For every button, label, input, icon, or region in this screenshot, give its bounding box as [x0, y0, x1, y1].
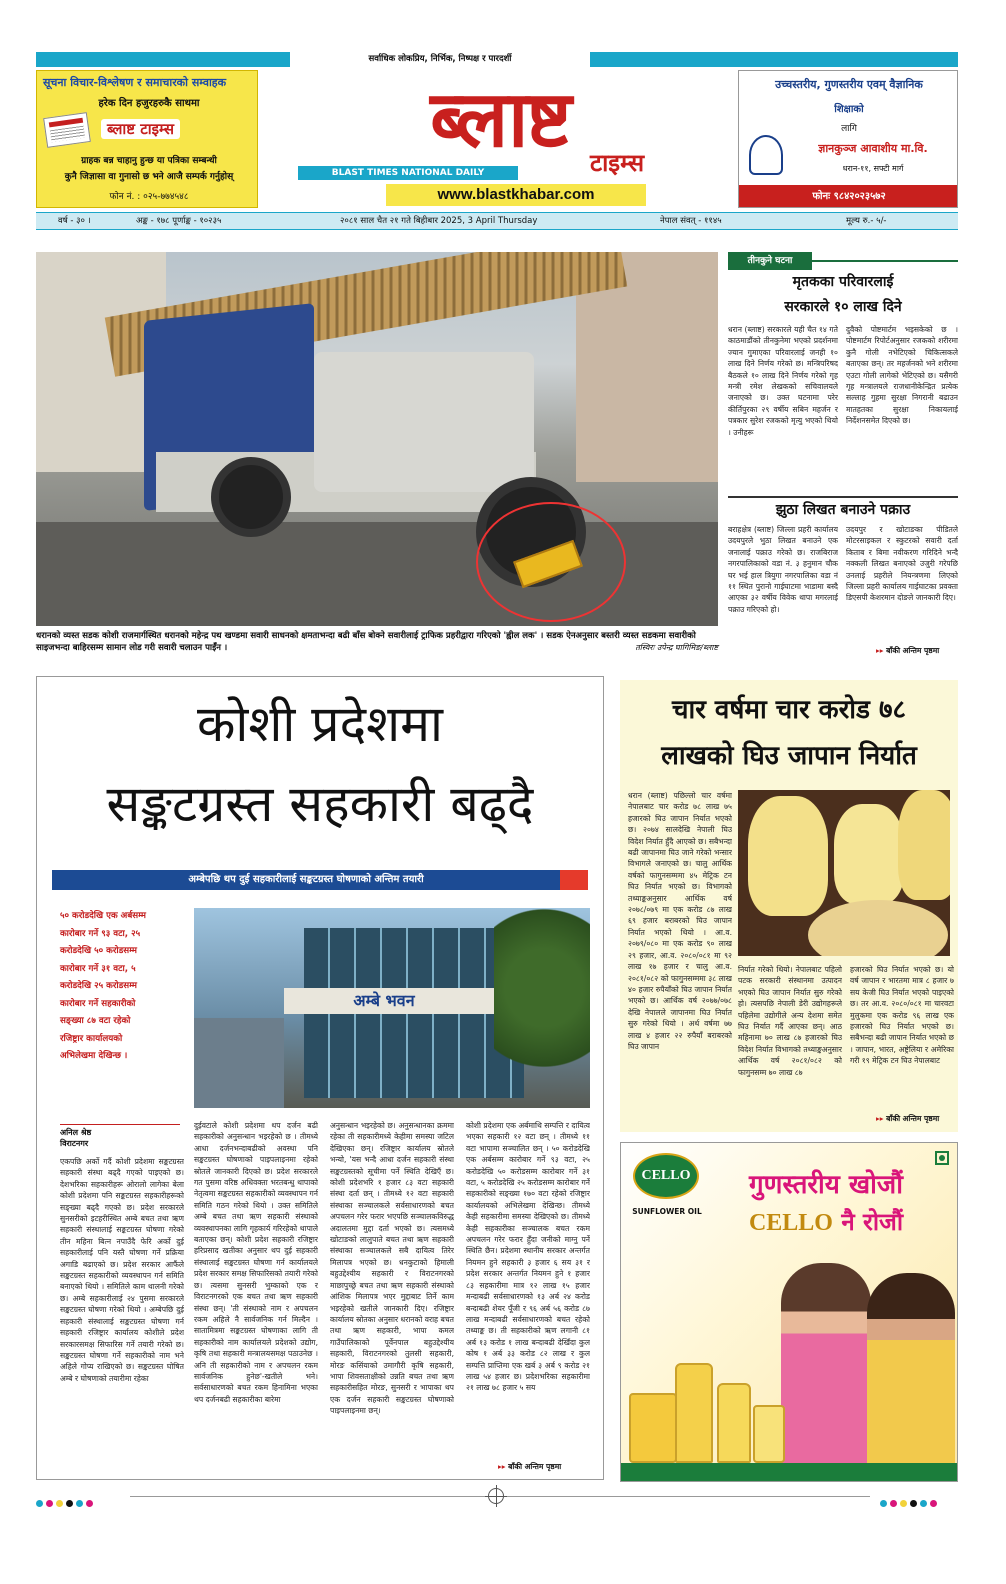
- main-col3: अनुसन्धान भइरहेको छ। अनुसन्धानका क्रममा रहेका ती सहकारीमध्ये केहीमा समस्या जटिल देखिएका छन्। रजिष्ट्रार कार्यालय स्रोतले भन्यो, 'यस भन्दै आधा दर्जन सहकारी संस्था सङ्कटग्रस्तको सूचीमा पर्ने स्थिति देखिएँ छ। कोशी प्रदेशभरि १ हजार ८३ वटा सहकारी संस्था दर्ता छन् । तीमध्ये १२ वटा सहकारी संस्थाका सञ्चालकले सर्वसाधारणको बचत अपचलन गरेर फरार भएपछि सञ्चालकविरुद्ध अदालतमा मुद्दा दर्ता भएको छ। त्यसमध्ये खोटाङको लालुपाते बचत तथा ऋण सहकारी संस्थाका सञ्चालकले सबै दायित्व तिरेर मिलापत्र भएको छ। धनकुटाको हिमाली बहुउद्देश्यीय सहकारी र विराटनगरको माछापुच्छ्रे बचत तथा ऋण सहकारी संस्थाको आंशिक मिलापत्र भएर मुद्दाबाट तिर्ने काम भइरहेको खतीले जानकारी दिए। रजिष्ट्रार कार्यालय स्रोतका अनुसार धरानको वराह बचत तथा ऋण सहकारी, भापा कमल गाउँपालिकाको पूर्वेनपाल बहुउद्देश्यीय सहकारी, विराटनगरको तुलसी सहकारी, मोरङ कसिंयाको उमागौरी कृषि सहकारी, भापा शिवसताक्षीको उन्नति बचत तथा ऋण सहकारीसहित मोरङ, सुनसरी र भापाका थप एक दर्जन सहकारी सङ्कटग्रस्त घोषणाको पाइपलाइनमा छन्।: [330, 1121, 454, 1416]
- ghee-headline-2[interactable]: लाखको घिउ जापान निर्यात: [661, 741, 917, 771]
- ad-model-right: [867, 1273, 955, 1482]
- cello-advertisement[interactable]: [620, 1142, 958, 1482]
- ad-left-brand: ब्लाष्ट टाइम्स: [101, 119, 180, 139]
- subscription-ad: [36, 70, 258, 208]
- story2-continued-label: बाँकी अन्तिम पृष्ठमा: [886, 646, 940, 655]
- masthead-title: ब्लाष्ट: [430, 75, 570, 165]
- story2-continued[interactable]: [876, 646, 939, 656]
- main-headline-1[interactable]: कोशी प्रदेशमा: [196, 695, 444, 753]
- main-col4: कोशी प्रदेशमा एक अर्बमाथि सम्पत्ति र दायित्व भएका सहकारी १२ वटा छन् । तीमध्ये ११ वटा भापामा सञ्चालित छन् । ५० करोडदेखि एक अर्बसम्म कारोबार गर्ने ९३ वटा, २५ करोडदेखि ५० करोडसम्म कारोबार गर्ने ३१ वटा, ५ करोडदेखि २५ करोडसम्म कारोबार गर्ने सहकारीको सङ्ख्या १७० वटा रहेको रजिष्ट्रार कार्यालयको अभिलेखमा देखिन्छ। तीमध्ये केही सहकारीमा समस्या देखिएको छ। तीमध्ये केही सहकारीका सञ्चालक बचत रकम अपचलन गरेर फरार हुँदा जनीको माग्नु पर्ने स्थिति छैन। प्रदेशमा स्थानीय सरकार अन्तर्गत नियमन हुने सहकारी ३ हजार ६ सय ३१ र प्रदेश सरकार अन्तर्गत नियमन हुने १ हजार ८३ सहकारीमा मात्र १२ लाख १५ हजार मन्दाबढी सर्वसाधारणको १३ अर्ब २४ करोड बन्दाबढी शेयर पूँजी र ९६ अर्ब ५६ करोड ८७ लाख मन्दाबढी सर्वसाधारणको बचत रहेको तथ्याङ्क छ। ती सहकारीको ऋण लगानी ८१ अर्ब १३ करोड १ लाख बन्दाबढी देखिँदा कुल कोष १ अर्ब ३३ करोड ८२ लाख र कुल सम्पत्ति प्राप्तिमा एक खर्ब ३ अर्ब ९ करोड २१ लाख ५४ हजार छ। प्रदेशभरिका सहकारीमा २१ लाख ७८ हजार ५ सय: [466, 1121, 590, 1393]
- issue-info-strip: [36, 212, 958, 230]
- main-subheadline: अम्बेपछि थप दुई सहकारीलाई सङ्कटग्रस्त घोषणाको अन्तिम तयारी: [52, 870, 588, 890]
- story1-headline-b[interactable]: सरकारले १० लाख दिने: [784, 299, 902, 315]
- cello-headline-2: [701, 1205, 951, 1238]
- cello-headline-rest: नै रोजौं: [832, 1208, 904, 1236]
- school-phone: फोनः ९८४२०२३५७२: [739, 185, 958, 208]
- oil-pouch: [753, 1405, 785, 1463]
- masthead-title-sub: टाइम्स: [590, 149, 645, 177]
- story-kicker: तीनकुने घटना: [728, 252, 812, 270]
- cello-headline-brand: CELLO: [748, 1210, 833, 1236]
- school-ad-line1: उच्चस्तरीय, गुणस्तरीय एवम् वैज्ञानिक: [775, 78, 923, 91]
- school-ad-line2: शिक्षाको: [834, 104, 864, 115]
- highlight-line: कारोबार गर्ने ३१ वटा, ५: [60, 963, 136, 974]
- highlight-line: ५० करोडदेखि एक अर्बसम्म: [60, 911, 146, 921]
- story2-col1: बराहक्षेत्र (ब्लाष्ट) जिल्ला प्रहरी कार्यालय उदयपुरले भुठा लिखत बनाउने एक जनालाई पक्राउ गरेको छ। राजबिराज नगरपालिकाको वडा नं. ३ हनुमान चौक घर भई हाल त्रियुगा नगरपालिका वडा नं ११ स्थित पुरानो गाईघाटमा भाडामा बस्दै आएका ३२ वर्षीय विवेक थापा मगरलाई पक्राउ गरिएको हो।: [728, 525, 838, 614]
- print-registration-left: [36, 1492, 116, 1502]
- masthead-national: BLAST TIMES NATIONAL DAILY: [298, 166, 518, 180]
- ghee-photo: [738, 790, 950, 956]
- arrow-icon: ▸▸: [876, 1114, 887, 1123]
- issue-number: अङ्क - १७८ पूर्णाङ्क - १०२३५: [136, 216, 222, 226]
- arrow-icon: ▸▸: [876, 646, 887, 655]
- photo-rear-wheel: [211, 457, 291, 537]
- ghee-continued[interactable]: [876, 1114, 939, 1124]
- issue-price: मूल्य रु.- ५/-: [846, 216, 887, 226]
- issue-date: २०८१ साल चैत २१ गते बिहीबार 2025, 3 April Thursday: [340, 216, 538, 226]
- photo-truck-cab: [314, 352, 534, 492]
- ad-left-line4: कुनै जिज्ञासा वा गुनासो छ भने आजै सम्पर्क गर्नुहोस्: [64, 172, 234, 182]
- main-continued[interactable]: [498, 1462, 561, 1472]
- ad-left-phone: फोन नं. : ०२५-७७४५४८: [109, 192, 189, 202]
- issue-samvat: नेपाल संवत् - ११४५: [660, 216, 722, 226]
- story2-headline[interactable]: झुठा लिखत बनाउने पक्राउ: [728, 496, 958, 519]
- highlight-line: कारोबार गर्ने ९३ वटा, २५: [60, 928, 141, 939]
- kicker-rule: [812, 260, 958, 262]
- oil-bottle: [675, 1363, 713, 1463]
- truck-photo: [36, 252, 718, 626]
- photo-highlight-circle: [476, 502, 626, 622]
- main-col1: एकपछि अर्को गर्दै कोशी प्रदेशमा सङ्कटग्रस्त सहकारी संस्था बढ्दै गएको पाइएको छ। देशभरिका सहकारीहरू ओरालो लागेका बेला कोशी प्रदेशमा पनि सङ्कटग्रस्त सहकारीहरूको सङ्ख्या बढ्दै गएको छ। प्रदेश सरकारले सुनसरीको इटहरीस्थित अम्बे बचत तथा ऋण सहकारी संस्थालाई सङ्कटग्रस्त घोषणा गरेको तीन महिना बित्न नपाउँदै फेरि अर्को दुई सहकारीलाई पनि यस्तै घोषणा गर्ने प्रक्रिया अगाडि बढाएको छ। प्रदेश सरकार आफैंले सङ्कटग्रस्त सहकारीको व्यवस्थापन गर्न समिति बनाएको थियो । समितिले काम थालनी गरेको छ। अम्बे सहकारीलाई २४ पुसमा सरकारले सङ्कटग्रस्त घोषणा गरेको थियो । अम्बेपछि दुई सहकारी संस्थालाई सङ्कटग्रस्त घोषणा गर्न सहकारी रजिष्ट्रार कार्यालय कोशीले प्रदेश सरकारसमक्ष सिफारिस गर्ने तयारी गरेको छ। सङ्कटग्रस्त घोषणा गर्ने सहकारीको नाम भने अहिले गोप्य राखिएको छ। सङ्कटग्रस्त घोषित अम्बे र घोषणाको तयारीमा रहेका: [60, 1157, 184, 1383]
- cello-headline-1: गुणस्तरीय खोजौं: [749, 1170, 903, 1200]
- ghee-col3: हजारको घिउ निर्यात भएको छ। यो वर्ष जापान र भारतमा मात्र ८ हजार ७ सय केजी घिउ निर्यात भएको पाइएको छ। तर आ.व. २०८०/०८१ मा चारवटा मुलुकमा एक करोड ९६ लाख एक हजारको घिउ निर्यात भएको छ। सबैभन्दा बढी जापान निर्यात भएको छ । जापान, भारत, अष्ट्रेलिया र अमेरिका गरी १९ मेट्रिक टन घिउ नेपालबाट: [850, 965, 954, 1066]
- photo-ghee-bag: [898, 790, 950, 900]
- photo-ghee-bag: [834, 804, 904, 904]
- story2-col2: उदयपुर र खोटाङका पीडितले मोटरसाइकल र स्कुटरको सवारी दर्ता किताब र बिमा नवीकरण गरिदिने भन्दै नक्कली लिखत बनाएको उजुरी गरेपछि उनलाई प्रहरीले नियन्त्रणमा लिएको जिल्ला प्रहरी कार्यालय गाईघाटका प्रवक्ता डिएसपी केशरमान दोङले जानकारी दिए।: [846, 525, 958, 603]
- story1-col2: दुवैको पोष्टमार्टम भइसकेको छ । पोष्टमार्टम रिपोर्टअनुसार रजकको शरीरमा कुनै गोली नभेटिएको चिकित्सकले बताएका छन्। तर महर्जनको भने शरीरमा एउटा गोली लागेको भेटिएको छ। यसैगरी गृह मन्त्रालयले राजधानीकेन्द्रित प्रत्येक सल्लाह गुहमा सुरक्षा निगरानी बढाउन मातहतका सुरक्षा निकायलाई निर्देशनसमेत दिएको छ।: [846, 325, 958, 426]
- veg-mark-icon: [935, 1151, 949, 1165]
- highlight-line: रजिष्ट्रार कार्यालयको: [60, 1033, 123, 1044]
- main-headline-2[interactable]: सङ्कटग्रस्त सहकारी बढ्दै: [106, 775, 534, 833]
- masthead-url[interactable]: www.blastkhabar.com: [386, 184, 646, 206]
- ghee-continued-label: बाँकी अन्तिम पृष्ठमा: [886, 1114, 940, 1123]
- school-ad-line3: लागि: [841, 124, 857, 134]
- photo-ghee-plate: [808, 900, 948, 956]
- cello-logo: CELLO: [633, 1153, 699, 1199]
- photo-building-sign: अम्बे भवन: [353, 991, 415, 1010]
- ad-left-brand-box: [45, 115, 251, 147]
- highlight-line: करोडदेखि २५ करोडसम्म: [60, 981, 137, 991]
- masthead-tagline: सर्वाधिक लोकप्रिय, निर्भिक, निष्पक्ष र पारदर्शी: [290, 52, 590, 67]
- photo-tree: [494, 908, 590, 1108]
- ambe-building-photo: [194, 908, 590, 1108]
- highlight-line: सङ्ख्या ८७ वटा रहेको: [60, 1016, 131, 1026]
- masthead: [290, 70, 710, 210]
- crosshair-icon: [488, 1488, 504, 1504]
- oil-jar: [629, 1393, 677, 1463]
- ad-model-left: [781, 1263, 871, 1482]
- issue-year: वर्ष - ३० ।: [58, 216, 91, 226]
- truck-photo-credit: तस्विरः उपेन्द्र घागिमिङ/ब्लाष्ट: [635, 643, 718, 652]
- school-ad: [738, 70, 958, 208]
- main-col2: दुईवटाले कोशी प्रदेशमा थप दर्जन बढी सहकारीको अनुसन्धान भइरहेको छ । तीमध्ये आधा दर्जनभन्दाबढीको अवस्था पनि सङ्कटग्रस्त घोषणाको पाइपलाइनमा रहेको स्रोतले जानकारी दिएको छ। प्रदेश सरकारले गत पुसमा वरिष्ठ अधिवक्ता भरतबन्धु थापाको नेतृत्वमा सङ्कटग्रस्त सहकारीको व्यवस्थापन गर्न समिति गठन गरेको थियो । उक्त समितिले अम्बे बचत तथा ऋण सहकारी संस्थाको व्यवस्थापनका लागि गृहकार्य गरिरहेको थापाले बताएका छन्। कोशी प्रदेश सहकारी रजिष्ट्रार हरिप्रसाद खतीका अनुसार थप दुई सहकारी संस्थालाई सङ्कटग्रस्त घोषणा गर्न कार्यालयले प्रदेश सरकार समक्ष सिफारिसको तयारी गरेको छ। त्यसमा सुनसरी भुम्काको एक र विराटनगरको एक बचत तथा ऋण सहकारी संस्था छन्। 'ती संस्थाको नाम र अपचलन रकम अहिले नै सार्वजनिक गर्न मिल्दैन । सातामित्रमा सङ्कटग्रस्त घोषणाका लागि ती सहकारीको नाम कार्यालयले प्रदेशको उद्योग, कृषि तथा सहकारी मन्त्रालयसमक्ष पठाउनेछ । अनि ती सहकारीको नाम र अपचलन रकम सार्वजनिक हुनेछ'-खतीले भने। सर्वसाधारणको बचत रकम हिनामिना भएका थप दर्जनबढी सहकारीका बारेमा: [194, 1121, 318, 1404]
- main-continued-label: बाँकी अन्तिम पृष्ठमा: [508, 1462, 562, 1471]
- story1-headline-a[interactable]: मृतकका परिवारलाई: [792, 274, 894, 290]
- newspaper-icon: [43, 112, 91, 148]
- main-dateline: विराटनगर: [60, 1139, 89, 1148]
- print-registration-right: [880, 1492, 960, 1502]
- ad-left-line2: हरेक दिन हजुरहरुकै साथमा: [98, 98, 200, 109]
- photo-shopfront: [194, 1018, 284, 1108]
- main-byline: अनिल श्रेष्ठ: [60, 1124, 180, 1138]
- arrow-icon: ▸▸: [498, 1462, 509, 1471]
- ad-left-line3: ग्राहक बन्न चाहानु हुन्छ या पत्रिका सम्बन्धी: [81, 156, 217, 166]
- ad-left-line1: सूचना विचार-विश्लेषण र समाचारको सम्वाहक: [43, 76, 227, 89]
- school-address: धरान-११, सफ्टी मार्ग: [842, 164, 904, 173]
- truck-photo-caption: धरानको व्यस्त सडक कोशी राजमार्गस्थित धरानको महेन्द्र पथ खण्डमा सवारी साधनको क्षमताभन्दा बढी बाँस बोक्ने सवारीलाई ट्राफिक प्रहरीद्वारा गरिएको 'ह्वील लक' । सडक ऐनअनुसार बस्तरी व्यस्त सडकमा सवारीको साइजभन्दा बाहिरसम्म सामान लोड गरी सवारी चलाउन पाईँन ।: [36, 631, 696, 653]
- school-name: ज्ञानकुञ्ज आवाशीय मा.वि.: [818, 142, 928, 155]
- photo-ghee-bag: [748, 796, 828, 916]
- story1-col1: धरान (ब्लाष्ट) सरकारले यही चैत १४ गते काठमाडौंको तीनकुनेमा भएको प्रदर्शनमा ज्यान गुमाएका परिवारलाई जनही १० लाख दिने निर्णय गरेको छ। मन्त्रिपरिषद बैठकले १० लाख दिने निर्णय गरेको गृह मन्त्री रमेश लेखकको सचिवालयले जनाएको छ। उक्त घटनामा परेर कीर्तिपुरका २९ वर्षीय सबिन महर्जन र पत्रकार सुरेश रजकको मृत्यु भएको थियो । उनीहरू: [728, 325, 838, 437]
- ghee-col2: निर्यात गरेको थियो। नेपालबाट पहिलो पटक सरकारी संस्थानमा उत्पादन भएको घिउ जापान निर्यात सुरु गरेको हो। त्यसपछि नेपाली डेरी उद्योगहरूले पहिलेमा उद्योगीले अन्य देशमा समेत घिउ निर्यात गर्दै आएका छन्। आठ महिनामा ७० लाख ८७ हजारको घिउ विदेश निर्यात विभागको तथ्याङ्कअनुसार आर्थिक वर्ष २०८१/०८२ को फागुनसम्म ७० लाख ८७: [738, 965, 842, 1077]
- ghee-headline-1[interactable]: चार वर्षमा चार करोड ७८: [671, 695, 906, 725]
- ghee-col1: धरान (ब्लाष्ट) पछिल्लो चार वर्षमा नेपालबाट चार करोड ७८ लाख ७५ हजारको घिउ जापान निर्यात भएको छ। २०७४ सालदेखि नेपाली घिउ विदेश निर्यात हुँदै आएको छ। सबैभन्दा बढी जापानमा घिउ जाने गरेको भन्सार विभागले जनाएको छ। चालु आर्थिक वर्षको फागुनसम्ममा ४५ मेट्रिक टन घिउ निर्यात भएको छ। विभागको तथ्याङ्कअनुसार आर्थिक वर्ष २०७८/०७९ मा एक करोड ८७ लाख ६९ हजार बराबरको घिउ जापान निर्यात भएको थियो । आ.व. २०७९/०८० मा एक करोड ९० लाख २९ हजार, आ.व. २०८०/०८१ मा ९२ लाख १७ हजार र चालु आ.व. २०८१/०८२ को फागुनसम्ममा ३८ लाख ४० हजार रुपैयाँको घिउ जापान निर्यात भएको छ। आर्थिक वर्ष २०७७/०७८ देखि नेपालले जापानमा घिउ निर्यात सुरु गरेको थियो । अर्थ वर्षमा ७७ लाख ४ हजार २२ रुपैयाँ बराबरको घिउ जापान: [628, 791, 732, 1051]
- highlight-line: करोडदेखि ५० करोडसम्म: [60, 946, 137, 956]
- oil-bottle: [717, 1383, 751, 1463]
- highlight-line: कारोबार गर्ने सहकारीको: [60, 998, 136, 1009]
- school-crest-icon: [749, 135, 783, 175]
- main-highlights: [60, 908, 186, 1066]
- cello-product: SUNFLOWER OIL: [632, 1207, 702, 1216]
- highlight-line: अभिलेखमा देखिन्छ ।: [60, 1051, 128, 1061]
- ad-bottom-strip: [621, 1463, 958, 1482]
